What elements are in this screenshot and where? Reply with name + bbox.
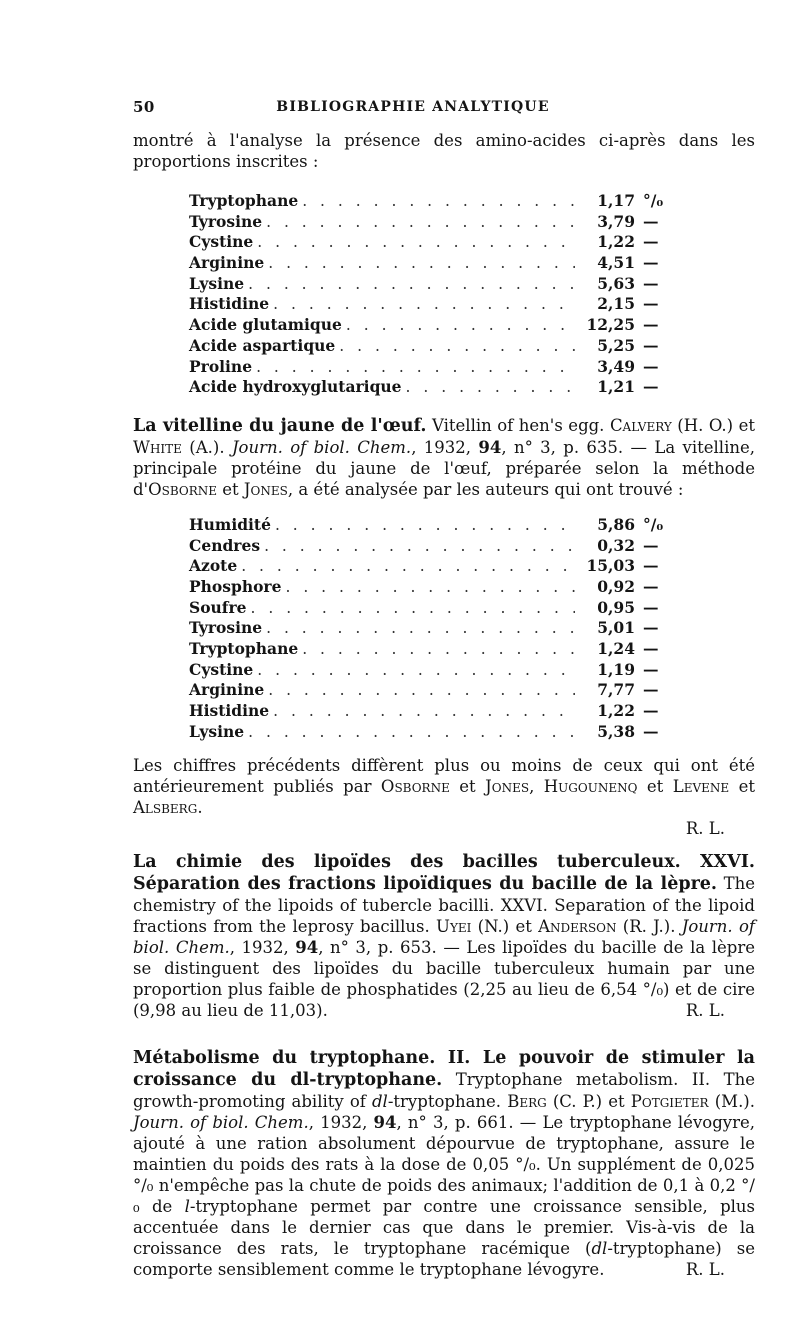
row-name: Lysine (189, 273, 245, 293)
signature: R. L. (685, 1001, 725, 1021)
dot-leader (275, 515, 575, 536)
row-value: 15,03 (586, 556, 635, 576)
dot-leader (257, 660, 575, 681)
row-name: Acide glutamique (189, 315, 342, 335)
row-name: Arginine (189, 253, 265, 273)
row-value: 7,77 (597, 680, 635, 700)
author-name: Levene (672, 777, 730, 797)
abstract-title: La vitelline du jaune de l'œuf. (133, 415, 427, 436)
row-unit: — (643, 618, 659, 638)
row-name: Cystine (189, 659, 254, 679)
dot-leader (251, 598, 576, 619)
table-row (189, 535, 689, 556)
table-row (189, 335, 689, 356)
abstract-tryptophane (133, 1047, 755, 1280)
table-row (189, 576, 689, 597)
dot-leader (266, 618, 575, 639)
author-name: Anderson (538, 917, 617, 937)
dot-leader (273, 294, 575, 315)
row-value: 3,49 (597, 356, 635, 376)
row-name: Tyrosine (189, 211, 263, 231)
volume-number: 94 (373, 1113, 397, 1133)
table-row (189, 721, 689, 742)
table-row (189, 273, 689, 294)
table-row (189, 376, 689, 397)
table-row (189, 190, 689, 211)
page-body (133, 130, 755, 1280)
row-name: Cystine (189, 232, 254, 252)
row-name: Arginine (189, 680, 265, 700)
table-row (189, 679, 689, 700)
dot-leader (406, 377, 575, 398)
table-row (189, 231, 689, 252)
row-value: 1,21 (597, 377, 635, 397)
signature: R. L. (685, 819, 725, 839)
row-name: Proline (189, 356, 253, 376)
row-unit: — (643, 356, 659, 376)
table-row (189, 252, 689, 273)
row-unit: — (643, 659, 659, 679)
abstract-lipoids (133, 851, 755, 1021)
volume-number: 94 (295, 938, 319, 958)
row-unit: — (643, 273, 659, 293)
abstract-vitelline-conclusion: Les chiffres précédents diffèrent plus ou moins de ceux qui ont été antérieurement publiés par Osborne et Jones, Hugounenq et Levene et Alsberg. (133, 756, 756, 818)
author-name: Berg (507, 1092, 547, 1112)
dot-leader (346, 315, 575, 336)
volume-number: 94 (478, 437, 502, 457)
author-name: Hugounenq (543, 777, 638, 797)
row-value: 5,38 (597, 721, 635, 741)
row-unit: — (643, 377, 659, 397)
author-name: Osborne (148, 479, 218, 499)
dot-leader (248, 274, 575, 295)
dot-leader (268, 680, 575, 701)
author-name: White (133, 437, 182, 457)
author-name: Potgieter (630, 1092, 709, 1112)
vitelline-table (189, 514, 689, 742)
author-name: Calvery (609, 415, 672, 435)
table-row (189, 555, 689, 576)
author-name: Jones (485, 777, 530, 797)
dot-leader (302, 639, 575, 660)
dot-leader (339, 336, 575, 357)
row-name: Lysine (189, 721, 245, 741)
row-unit: — (643, 253, 659, 273)
row-value: 3,79 (597, 211, 635, 231)
journal-name: Journ. of biol. Chem. (133, 917, 755, 958)
row-unit: — (643, 721, 659, 741)
row-name: Phosphore (189, 576, 282, 596)
dot-leader (241, 556, 575, 577)
dot-leader (266, 212, 575, 233)
row-unit: — (643, 576, 659, 596)
row-value: 0,32 (597, 535, 635, 555)
row-name: Humidité (189, 514, 271, 534)
author-name: Jones (243, 479, 288, 499)
table-row (189, 597, 689, 618)
row-value: 1,22 (597, 232, 635, 252)
intro-paragraph: montré à l'analyse la présence des amino-acides ci-après dans les proportions inscrites : (133, 131, 755, 171)
abstract-title: La chimie des lipoïdes des bacilles tuberculeux. XXVI. Séparation des fractions lipoïdiques du bacille de la lèpre. (133, 852, 755, 895)
table-row (189, 293, 689, 314)
table-row (189, 700, 689, 721)
row-value: 1,19 (597, 659, 635, 679)
dot-leader (285, 577, 575, 598)
page-header (0, 97, 800, 117)
table-row (189, 638, 689, 659)
row-unit: — (643, 680, 659, 700)
row-value: 1,22 (597, 701, 635, 721)
dot-leader (268, 253, 575, 274)
row-unit: °/₀ (643, 191, 664, 210)
row-value: 0,95 (597, 597, 635, 617)
dot-leader (273, 701, 575, 722)
dot-leader (264, 536, 575, 557)
author-name: Uyei (436, 917, 472, 937)
row-unit: — (643, 211, 659, 231)
row-unit: — (643, 335, 659, 355)
row-name: Soufre (189, 597, 247, 617)
abstract-lipoids-text: La chimie des lipoïdes des bacilles tuberculeux. XXVI. Séparation des fractions lipoïdiques du bacille de la lèpre. The chemistry of the lipoids of tubercle bacilli. XXVI. Separation of the lipoid fractions from the leprosy bacillus. Uyei (N.) et Anderson (R. J.). Journ. of biol. Chem., 1932, 94, n° 3, p. 653. — Les lipoïdes du bacille de la lèpre se distinguent des lipoïdes du bacille tuberculeux humain par une proportion plus faible de phosphatides (2,25 au lieu de 6,54 °/₀) et de cire (9,98 au lieu de 11,03). R. L. (133, 852, 755, 1021)
row-unit: — (643, 315, 659, 335)
signature: R. L. (685, 1260, 725, 1280)
table-row (189, 356, 689, 377)
row-value: 1,24 (597, 639, 635, 658)
table-row (189, 514, 689, 535)
row-name: Histidine (189, 701, 270, 721)
row-name: Tyrosine (189, 618, 263, 638)
row-value: 12,25 (586, 315, 635, 335)
table-row (189, 211, 689, 232)
row-unit: °/₀ (643, 514, 664, 534)
page-number: 50 (133, 98, 155, 116)
dot-leader (302, 191, 575, 212)
row-value: 2,15 (597, 294, 635, 314)
abstract-vitelline (133, 415, 755, 840)
author-name: Osborne (380, 777, 450, 797)
dot-leader (248, 722, 575, 743)
table-row (189, 659, 689, 680)
journal-name: Journ. of biol. Chem. (133, 1113, 309, 1133)
row-name: Acide aspartique (189, 335, 336, 355)
table-row (189, 617, 689, 638)
row-name: Azote (189, 556, 238, 576)
row-value: 4,51 (597, 253, 635, 273)
dot-leader (256, 357, 575, 378)
amino-acid-table (189, 190, 689, 397)
table-row (189, 314, 689, 335)
row-name: Acide hydroxyglutarique (189, 377, 402, 397)
row-name: Cendres (189, 535, 261, 555)
row-unit: — (643, 232, 659, 252)
row-value: 1,17 (597, 191, 635, 210)
dot-leader (257, 232, 575, 253)
row-unit: — (643, 535, 659, 555)
row-name: Histidine (189, 294, 270, 314)
row-name: Tryptophane (189, 191, 299, 210)
row-value: 5,86 (597, 514, 635, 534)
row-unit: — (643, 556, 659, 576)
row-value: 0,92 (597, 576, 635, 596)
abstract-title: Métabolisme du tryptophane. II. Le pouvoir de stimuler la croissance du dl-tryptophane. (133, 1048, 755, 1091)
row-unit: — (643, 701, 659, 721)
abstract-tryptophane-text: Métabolisme du tryptophane. II. Le pouvoir de stimuler la croissance du dl-tryptophane. Tryptophane metabolism. II. The growth-promoting ability of dl-tryptophane. Berg (C. P.) et Potgieter (M.). Journ. of biol. Chem., 1932, 94, n° 3, p. 661. — Le tryptophane lévogyre, ajouté à une ration absolument dépourvue de tryptophane, assure le maintien du poids des rats à la dose de 0,05 °/₀. Un supplément de 0,025 °/₀ n'empêche pas la chute de poids des animaux; l'addition de 0,1 à 0,2 °/₀ de l-tryptophane permet par contre une croissance sensible, plus accentuée dans le dernier cas que dans le premier. Vis-à-vis de la croissance des rats, le tryptophane racémique (dl-tryptophane) se comporte sensiblement comme le tryptophane lévogyre. R. L. (133, 1048, 756, 1280)
row-unit: — (643, 294, 659, 314)
row-value: 5,01 (597, 618, 635, 638)
abstract-vitelline-text: La vitelline du jaune de l'œuf. Vitellin of hen's egg. Calvery (H. O.) et White (A.). Journ. of biol. Chem., 1932, 94, n° 3, p. 635. — La vitelline, principale protéine du jaune de l'œuf, préparée selon la méthode d'Osborne et Jones, a été analysée par les auteurs qui ont trouvé : (133, 415, 755, 499)
row-unit: — (643, 639, 659, 658)
row-value: 5,63 (597, 273, 635, 293)
author-name: Alsberg (133, 798, 198, 818)
journal-name: Journ. of biol. Chem. (231, 437, 412, 457)
row-name: Tryptophane (189, 639, 299, 658)
row-unit: — (643, 597, 659, 617)
running-title: BIBLIOGRAPHIE ANALYTIQUE (276, 99, 550, 115)
row-value: 5,25 (597, 335, 635, 355)
